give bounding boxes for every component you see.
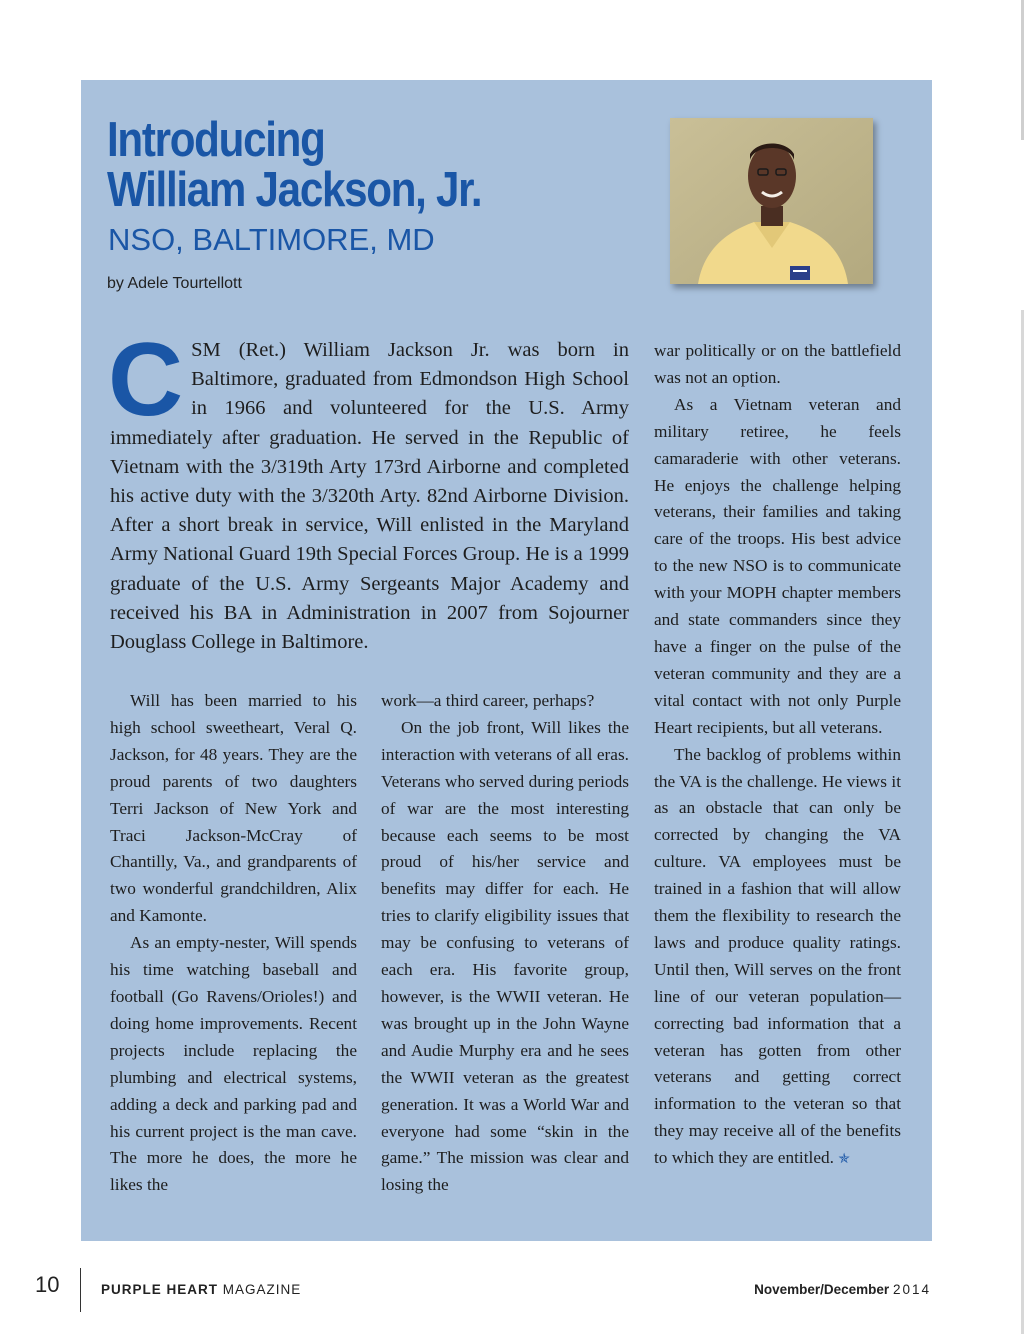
paragraph: Will has been married to his high school sweetheart, Veral Q. Jackson, for 48 years. They are the proud parents of two daughters Terri Jackson of New York and Traci Jackson-McCray of Chantilly, Va., and grandparents of two wonderful grandchildren, Alix and Kamonte. <box>110 691 357 926</box>
drop-cap: C <box>108 322 184 438</box>
paragraph <box>654 742 901 1175</box>
article-subtitle: NSO, BALTIMORE, MD <box>108 222 435 257</box>
page-number: 10 <box>35 1272 60 1297</box>
end-mark-icon: ✯ <box>838 1152 851 1168</box>
paragraph: On the job front, Will likes the interaction with veterans of all eras. Veterans who served during periods of war are the most interesting because each seems to be most proud of his/her service and benefits may differ for each. He tries to clarify eligibility issues that may be confusing to veterans of each era. His favorite group, however, is the WWII veteran. He was brought up in the John Wayne and Audie Murphy era and he sees the WWII veteran as the greatest generation. It was a World War and everyone had some “skin in the game.” The mission was clear and losing the <box>381 717 629 1195</box>
portrait-photo <box>670 118 873 284</box>
title-line-2: William Jackson, Jr. <box>107 163 482 217</box>
paragraph-text: The backlog of problems within the VA is the challenge. He views it as an obstacle that can only be corrected by changing the VA culture. VA employees must be trained in a fashion that will allow them the flexibility to research the laws and produce quality ratings. Until then, Will serves on the front line of our veteran population—correcting bad information that a veteran has gotten from other veterans and getting correct information to the veteran so that they may receive all of the benefits to which they are entitled. <box>654 744 901 1168</box>
byline: by Adele Tourtellott <box>107 275 242 292</box>
text-column-2 <box>381 688 629 1199</box>
footer-divider <box>80 1268 81 1312</box>
magazine-name <box>101 1282 301 1297</box>
paragraph: As a Vietnam veteran and military retiree, he feels camaraderie with other veterans. He enjoys the challenge helping veterans, their families and taking care of the troops. His best advice to the new NSO is to communicate with your MOPH chapter members and state commanders since they have a finger on the pulse of the veteran community and they are a vital contact with not only Purple Heart recipients, but all veterans. <box>654 394 901 737</box>
lead-text: SM (Ret.) William Jackson Jr. was born in Baltimore, graduated from Edmondson High School in 1966 and volunteered for the U.S. Army immediately after graduation. He served in the Republic of Vietnam with the 3/319th Arty 173rd Airborne and completed his active duty with the 3/320th Arty. 82nd Airborne Division. After a short break in service, Will enlisted in the Maryland Army National Guard 19th Special Forces Group. He is a 1999 graduate of the U.S. Army Sergeants Major Academy and received his BA in Administration in 2007 from Sojourner Douglass College in Baltimore. <box>110 339 629 654</box>
magazine-name-rest: MAGAZINE <box>222 1282 302 1297</box>
paragraph: As an empty-nester, Will spends his time watching baseball and football (Go Ravens/Orioles!) and doing home improvements. Recent projects include replacing the plumbing and electrical systems, adding a deck and parking pad and his current project is the man cave. The more he does, the more he likes the <box>110 933 357 1195</box>
issue-date <box>754 1282 931 1297</box>
paragraph: work—a third career, perhaps? <box>381 691 595 710</box>
lead-paragraph <box>108 322 629 657</box>
article-title <box>107 115 481 215</box>
issue-months: November/December <box>754 1282 890 1297</box>
text-column-1 <box>110 688 357 1199</box>
magazine-name-bold: PURPLE HEART <box>101 1282 219 1297</box>
text-column-3 <box>654 338 901 1174</box>
issue-year: 2014 <box>892 1282 931 1297</box>
title-line-1: Introducing <box>107 113 325 167</box>
paragraph: war politically or on the battlefield was not an option. <box>654 341 901 387</box>
